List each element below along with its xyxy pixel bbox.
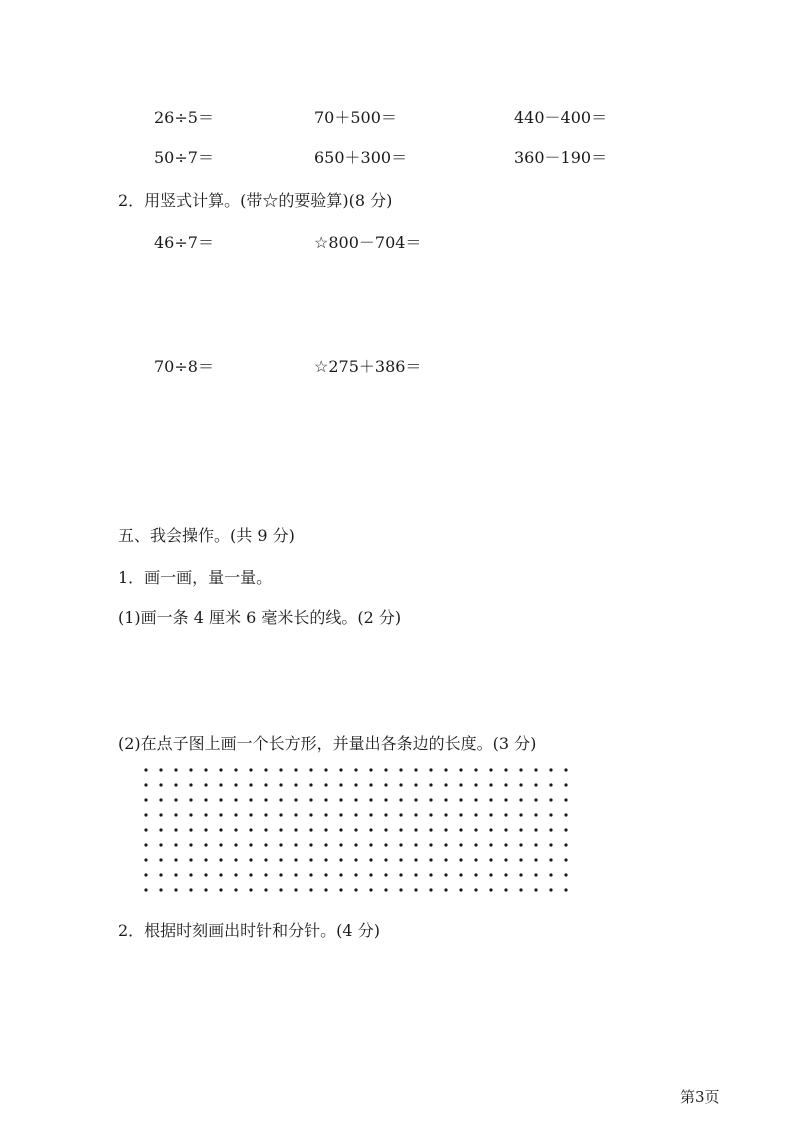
grid-dot	[339, 888, 342, 891]
grid-dot	[504, 843, 507, 846]
grid-dot	[339, 843, 342, 846]
grid-dot	[249, 873, 252, 876]
grid-dot	[489, 783, 492, 786]
grid-dot	[459, 798, 462, 801]
grid-dot	[219, 843, 222, 846]
grid-dot	[144, 798, 147, 801]
grid-dot	[189, 783, 192, 786]
grid-dot	[459, 768, 462, 771]
grid-dot	[489, 768, 492, 771]
grid-dot	[219, 798, 222, 801]
grid-dot	[414, 768, 417, 771]
grid-dot	[384, 813, 387, 816]
grid-dot	[504, 768, 507, 771]
grid-dot	[204, 873, 207, 876]
grid-dot	[369, 843, 372, 846]
grid-dot	[309, 873, 312, 876]
grid-dot	[459, 828, 462, 831]
grid-dot	[339, 783, 342, 786]
grid-dot	[399, 768, 402, 771]
grid-dot	[489, 843, 492, 846]
grid-dot	[504, 813, 507, 816]
grid-dot	[189, 768, 192, 771]
grid-dot	[474, 798, 477, 801]
exercise-26-div-5: 26÷5＝	[154, 108, 214, 127]
grid-dot	[489, 873, 492, 876]
grid-dot	[174, 858, 177, 861]
grid-dot	[264, 783, 267, 786]
grid-dot	[459, 783, 462, 786]
grid-dot	[144, 888, 147, 891]
grid-dot	[309, 783, 312, 786]
grid-dot	[519, 798, 522, 801]
grid-dot	[189, 798, 192, 801]
grid-dot	[384, 858, 387, 861]
grid-dot	[249, 843, 252, 846]
section5-q1-sub2: (2)在点子图上画一个长方形，并量出各条边的长度。(3 分)	[118, 734, 537, 753]
grid-dot	[489, 798, 492, 801]
grid-dot	[489, 858, 492, 861]
grid-dot	[549, 783, 552, 786]
grid-dot	[249, 768, 252, 771]
grid-dot	[174, 768, 177, 771]
exercise-star-800-minus-704: ☆800－704＝	[314, 233, 422, 252]
grid-dot	[444, 843, 447, 846]
grid-dot	[459, 888, 462, 891]
grid-dot	[444, 858, 447, 861]
grid-dot	[564, 858, 567, 861]
grid-dot	[519, 888, 522, 891]
section5-q1-title: 1．画一画，量一量。	[118, 568, 273, 587]
grid-dot	[504, 798, 507, 801]
grid-dot	[459, 858, 462, 861]
grid-dot	[219, 768, 222, 771]
grid-dot	[324, 798, 327, 801]
exercise-70-div-8: 70÷8＝	[154, 357, 214, 376]
exercise-360-minus-190: 360－190＝	[514, 148, 608, 167]
grid-dot	[339, 873, 342, 876]
grid-dot	[219, 873, 222, 876]
grid-dot	[294, 798, 297, 801]
grid-dot	[324, 873, 327, 876]
grid-dot	[519, 828, 522, 831]
grid-dot	[219, 813, 222, 816]
grid-dot	[444, 813, 447, 816]
grid-dot	[399, 828, 402, 831]
grid-dot	[549, 813, 552, 816]
grid-dot	[384, 783, 387, 786]
grid-dot	[159, 783, 162, 786]
grid-dot	[204, 813, 207, 816]
exercise-440-minus-400: 440－400＝	[514, 108, 608, 127]
grid-dot	[234, 783, 237, 786]
grid-dot	[279, 873, 282, 876]
grid-dot	[249, 858, 252, 861]
grid-dot	[564, 873, 567, 876]
grid-dot	[414, 858, 417, 861]
grid-dot	[369, 813, 372, 816]
grid-dot	[414, 843, 417, 846]
grid-dot	[354, 798, 357, 801]
grid-dot	[354, 768, 357, 771]
grid-dot	[474, 858, 477, 861]
grid-dot	[159, 798, 162, 801]
exercise-650-plus-300: 650＋300＝	[314, 148, 408, 167]
grid-dot	[549, 873, 552, 876]
grid-dot	[429, 873, 432, 876]
grid-dot	[234, 768, 237, 771]
grid-dot	[414, 888, 417, 891]
dot-grid-svg	[140, 764, 572, 896]
grid-dot	[444, 783, 447, 786]
grid-dot	[234, 843, 237, 846]
grid-dot	[279, 783, 282, 786]
grid-dot	[564, 813, 567, 816]
grid-dot	[549, 888, 552, 891]
grid-dot	[459, 813, 462, 816]
grid-dot	[204, 798, 207, 801]
grid-dot	[429, 843, 432, 846]
section5-q2-title: 2．根据时刻画出时针和分针。(4 分)	[118, 921, 380, 940]
grid-dot	[249, 828, 252, 831]
grid-dot	[294, 843, 297, 846]
grid-dot	[534, 858, 537, 861]
section5-q1-sub1: (1)画一条 4 厘米 6 毫米长的线。(2 分)	[118, 608, 402, 627]
grid-dot	[219, 888, 222, 891]
grid-dot	[234, 798, 237, 801]
grid-dot	[534, 873, 537, 876]
grid-dot	[429, 783, 432, 786]
grid-dot	[264, 813, 267, 816]
exercise-50-div-7: 50÷7＝	[154, 148, 214, 167]
grid-dot	[564, 888, 567, 891]
grid-dot	[279, 843, 282, 846]
grid-dot	[174, 798, 177, 801]
grid-dot	[204, 888, 207, 891]
grid-dot	[204, 768, 207, 771]
grid-dot	[519, 843, 522, 846]
grid-dot	[279, 888, 282, 891]
grid-dot	[519, 873, 522, 876]
grid-dot	[264, 768, 267, 771]
grid-dot	[249, 783, 252, 786]
grid-dot	[504, 858, 507, 861]
grid-dot	[429, 828, 432, 831]
grid-dot	[474, 828, 477, 831]
grid-dot	[384, 828, 387, 831]
grid-dot	[339, 798, 342, 801]
exercise-46-div-7: 46÷7＝	[154, 233, 214, 252]
grid-dot	[144, 783, 147, 786]
grid-dot	[564, 843, 567, 846]
grid-dot	[294, 783, 297, 786]
grid-dot	[384, 888, 387, 891]
grid-dot	[309, 843, 312, 846]
grid-dot	[354, 783, 357, 786]
grid-dot	[234, 858, 237, 861]
grid-dot	[204, 858, 207, 861]
grid-dot	[459, 873, 462, 876]
grid-dot	[234, 873, 237, 876]
grid-dot	[354, 873, 357, 876]
grid-dot	[174, 873, 177, 876]
grid-dot	[324, 858, 327, 861]
grid-dot	[369, 858, 372, 861]
grid-dot	[294, 888, 297, 891]
grid-dot	[309, 768, 312, 771]
grid-dot	[519, 768, 522, 771]
grid-dot	[444, 888, 447, 891]
grid-dot	[384, 768, 387, 771]
grid-dot	[549, 828, 552, 831]
grid-dot	[309, 813, 312, 816]
grid-dot	[429, 813, 432, 816]
grid-dot	[219, 858, 222, 861]
grid-dot	[354, 843, 357, 846]
grid-dot	[234, 813, 237, 816]
grid-dot	[324, 843, 327, 846]
grid-dot	[324, 828, 327, 831]
grid-dot	[474, 843, 477, 846]
grid-dot	[444, 768, 447, 771]
grid-dot	[354, 813, 357, 816]
grid-dot	[174, 888, 177, 891]
grid-dot	[324, 888, 327, 891]
q2-title: 2．用竖式计算。(带☆的要验算)(8 分)	[118, 191, 393, 210]
grid-dot	[549, 768, 552, 771]
grid-dot	[279, 813, 282, 816]
grid-dot	[144, 828, 147, 831]
grid-dot	[474, 783, 477, 786]
grid-dot	[264, 873, 267, 876]
grid-dot	[534, 768, 537, 771]
grid-dot	[354, 828, 357, 831]
grid-dot	[249, 888, 252, 891]
grid-dot	[159, 768, 162, 771]
grid-dot	[204, 783, 207, 786]
grid-dot	[174, 783, 177, 786]
grid-dot	[429, 858, 432, 861]
grid-dot	[159, 828, 162, 831]
grid-dot	[519, 858, 522, 861]
grid-dot	[234, 828, 237, 831]
section5-title: 五、我会操作。(共 9 分)	[118, 526, 295, 545]
grid-dot	[189, 873, 192, 876]
grid-dot	[534, 783, 537, 786]
grid-dot	[564, 768, 567, 771]
grid-dot	[174, 813, 177, 816]
grid-dot	[564, 783, 567, 786]
grid-dot	[534, 828, 537, 831]
grid-dot	[234, 888, 237, 891]
grid-dot	[399, 858, 402, 861]
grid-dot	[549, 858, 552, 861]
exercise-70-plus-500: 70＋500＝	[314, 108, 397, 127]
grid-dot	[534, 843, 537, 846]
grid-dot	[489, 828, 492, 831]
grid-dot	[144, 843, 147, 846]
grid-dot	[444, 873, 447, 876]
grid-dot	[399, 843, 402, 846]
grid-dot	[429, 768, 432, 771]
grid-dot	[444, 828, 447, 831]
grid-dot	[219, 828, 222, 831]
grid-dot	[144, 858, 147, 861]
grid-dot	[189, 828, 192, 831]
grid-dot	[354, 888, 357, 891]
grid-dot	[414, 873, 417, 876]
grid-dot	[474, 768, 477, 771]
grid-dot	[189, 858, 192, 861]
grid-dot	[264, 888, 267, 891]
grid-dot	[399, 798, 402, 801]
grid-dot	[489, 813, 492, 816]
grid-dot	[294, 873, 297, 876]
grid-dot	[294, 858, 297, 861]
grid-dot	[159, 858, 162, 861]
grid-dot	[159, 813, 162, 816]
grid-dot	[474, 873, 477, 876]
page-number: 第3页	[680, 1088, 720, 1106]
grid-dot	[504, 828, 507, 831]
grid-dot	[339, 828, 342, 831]
grid-dot	[414, 798, 417, 801]
grid-dot	[384, 843, 387, 846]
grid-dot	[159, 873, 162, 876]
grid-dot	[414, 828, 417, 831]
grid-dot	[189, 843, 192, 846]
grid-dot	[534, 888, 537, 891]
grid-dot	[414, 813, 417, 816]
grid-dot	[264, 798, 267, 801]
grid-dot	[399, 783, 402, 786]
grid-dot	[519, 783, 522, 786]
grid-dot	[279, 828, 282, 831]
grid-dot	[564, 798, 567, 801]
grid-dot	[309, 858, 312, 861]
grid-dot	[264, 828, 267, 831]
grid-dot	[144, 768, 147, 771]
grid-dot	[324, 783, 327, 786]
grid-dot	[564, 828, 567, 831]
grid-dot	[189, 813, 192, 816]
grid-dot	[474, 813, 477, 816]
grid-dot	[174, 843, 177, 846]
grid-dot	[264, 858, 267, 861]
grid-dot	[549, 798, 552, 801]
grid-dot	[354, 858, 357, 861]
grid-dot	[339, 858, 342, 861]
grid-dot	[339, 813, 342, 816]
grid-dot	[144, 813, 147, 816]
grid-dot	[324, 813, 327, 816]
grid-dot	[504, 783, 507, 786]
grid-dot	[504, 873, 507, 876]
grid-dot	[369, 798, 372, 801]
grid-dot	[369, 768, 372, 771]
grid-dot	[249, 813, 252, 816]
grid-dot	[309, 828, 312, 831]
grid-dot	[459, 843, 462, 846]
grid-dot	[399, 888, 402, 891]
grid-dot	[279, 768, 282, 771]
grid-dot	[204, 843, 207, 846]
grid-dot	[429, 798, 432, 801]
grid-dot	[309, 798, 312, 801]
grid-dot	[534, 798, 537, 801]
grid-dot	[369, 783, 372, 786]
grid-dot	[474, 888, 477, 891]
grid-dot	[429, 888, 432, 891]
grid-dot	[294, 813, 297, 816]
grid-dot	[339, 768, 342, 771]
grid-dot	[384, 873, 387, 876]
grid-dot	[219, 783, 222, 786]
grid-dot	[294, 768, 297, 771]
dot-grid[interactable]	[140, 764, 572, 896]
grid-dot	[444, 798, 447, 801]
grid-dot	[204, 828, 207, 831]
grid-dot	[189, 888, 192, 891]
grid-dot	[324, 768, 327, 771]
grid-dot	[549, 843, 552, 846]
grid-dot	[519, 813, 522, 816]
grid-dot	[309, 888, 312, 891]
grid-dot	[504, 888, 507, 891]
grid-dot	[174, 828, 177, 831]
grid-dot	[144, 873, 147, 876]
grid-dot	[279, 798, 282, 801]
grid-dot	[249, 798, 252, 801]
grid-dot	[159, 888, 162, 891]
grid-dot	[369, 828, 372, 831]
grid-dot	[489, 888, 492, 891]
grid-dot	[534, 813, 537, 816]
grid-dot	[159, 843, 162, 846]
grid-dot	[294, 828, 297, 831]
grid-dot	[399, 813, 402, 816]
grid-dot	[279, 858, 282, 861]
grid-dot	[384, 798, 387, 801]
grid-dot	[399, 873, 402, 876]
grid-dot	[369, 888, 372, 891]
exercise-star-275-plus-386: ☆275＋386＝	[314, 357, 422, 376]
grid-dot	[264, 843, 267, 846]
grid-dot	[414, 783, 417, 786]
grid-dot	[369, 873, 372, 876]
